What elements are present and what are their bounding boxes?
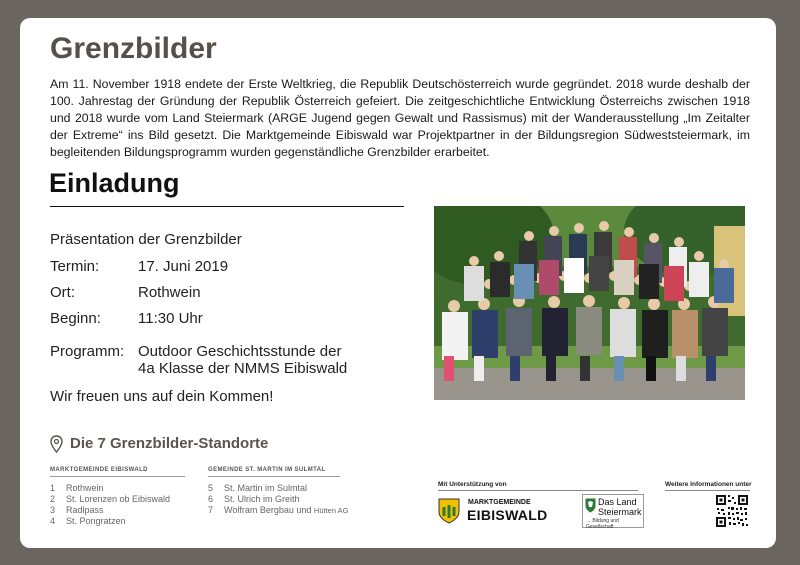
eibiswald-location-list <box>50 483 170 527</box>
st-martin-section-rule <box>208 476 340 477</box>
eibiswald-section-rule <box>50 476 185 477</box>
info-rule <box>665 490 750 491</box>
programm-line-1: Outdoor Geschichtsstunde der <box>138 343 342 360</box>
st-martin-location-list <box>208 483 349 516</box>
eibiswald-logo: MARKTGEMEINDE EIBISWALD <box>438 496 574 526</box>
presentation-subtitle: Präsentation der Grenzbilder <box>50 231 242 248</box>
intro-paragraph: Am 11. November 1918 endete der Erste Weltkrieg, die Republik Deutschösterreich wurde gegründet. 2018 wurde deshalb der 100. Jahrestag der Gründung der Republik Österreich gefeiert. Die zeitgeschichtliche Entwicklung Österreichs zwischen 1918 und 2018 wurde vom Land Steiermark (ARGE Jugend gegen Gewalt und Rassismus) mit der Wanderausstellung „Im Zeitalter der Extreme“ ins Bild gesetzt. Die Marktgemeinde Eibiswald war Projektpartner in der Bildungsregion Südweststeiermark, im begleitenden Bildungsprogramm wurden gegenständliche Grenzbilder erarbeitet. <box>50 77 750 159</box>
list-item: 5 St. Martin im Sulmtal <box>208 483 308 493</box>
page-title: Grenzbilder <box>50 32 217 65</box>
termin-label: Termin: <box>50 258 100 275</box>
closing-text: Wir freuen uns auf dein Kommen! <box>50 388 274 405</box>
list-item: 1 Rothwein <box>50 483 104 493</box>
eibiswald-section-label: MARKTGEMEINDE EIBISWALD <box>50 467 148 473</box>
list-item: 2 St. Lorenzen ob Eibiswald <box>50 494 171 504</box>
ort-label: Ort: <box>50 284 75 301</box>
group-photo <box>434 206 745 400</box>
support-rule <box>438 490 638 491</box>
heading-underline <box>50 206 404 207</box>
list-item: 3 Radlpass <box>50 505 104 515</box>
list-item: 7 Wolfram Bergbau und Hütten AG <box>208 505 349 515</box>
eibiswald-crest-icon <box>438 498 460 524</box>
list-item: 6 St. Ulrich im Greith <box>208 494 300 504</box>
qr-code[interactable] <box>715 494 749 533</box>
ort-value: Rothwein <box>138 284 201 301</box>
flyer-card <box>20 18 776 548</box>
map-pin-icon <box>50 435 63 458</box>
land-steiermark-logo: Das Land Steiermark → Bildung und Gesellschaft <box>582 494 644 528</box>
info-label: Weitere Informationen unter <box>665 481 752 488</box>
programm-line-2: 4a Klasse der NMMS Eibiswald <box>138 360 348 377</box>
locations-heading: Die 7 Grenzbilder-Standorte <box>70 435 269 452</box>
list-item: 4 St. Pongratzen <box>50 516 126 526</box>
support-label: Mit Unterstützung von <box>438 481 507 488</box>
beginn-value: 11:30 Uhr <box>138 310 203 327</box>
programm-label: Programm: <box>50 343 125 360</box>
beginn-label: Beginn: <box>50 310 101 327</box>
termin-value: 17. Juni 2019 <box>138 258 229 275</box>
steiermark-crest-icon <box>585 498 596 513</box>
st-martin-section-label: GEMEINDE ST. MARTIN IM SULMTAL <box>208 467 326 473</box>
invitation-heading: Einladung <box>49 168 180 198</box>
